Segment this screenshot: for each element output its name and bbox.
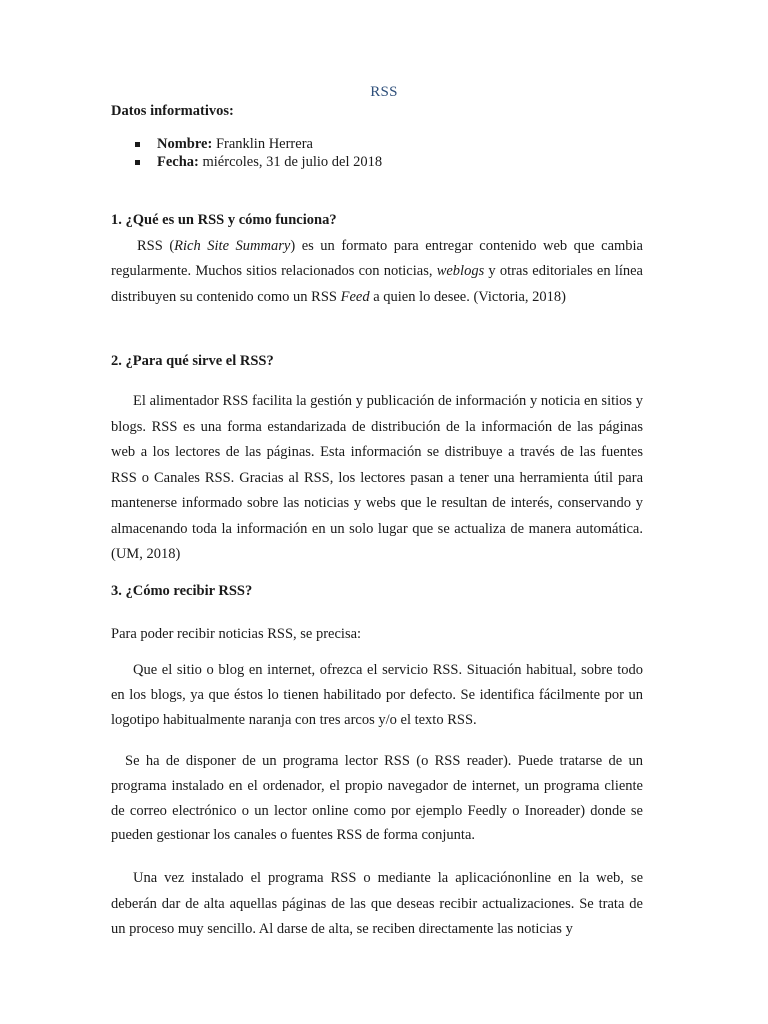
section-3-paragraph-2: Se ha de disponer de un programa lector RSS (o RSS reader). Puede tratarse de un programa instalado en el ordenador, el propio navegador de internet, un programa cliente de correo electrónico o un lector online como por ejemplo Feedly o Inoreader) donde se pueden gestionar los canales o fuentes RSS de forma conjunta.	[111, 753, 643, 844]
list-item	[111, 135, 382, 153]
info-value-date: miércoles, 31 de julio del 2018	[198, 154, 383, 170]
text-run: RSS (	[137, 238, 175, 254]
text-run-italic: weblogs	[436, 263, 485, 280]
info-heading: Datos informativos:	[111, 103, 234, 119]
section-1-heading: 1. ¿Qué es un RSS y cómo funciona?	[111, 212, 337, 228]
section-1-paragraph	[111, 234, 643, 310]
text-run: ) es un formato para entregar contenido web que cambia regularmente. Muchos sitios relacionados con noticias,	[111, 238, 643, 280]
text-run: a quien lo desee. (Victoria, 2018)	[369, 288, 567, 305]
list-item	[111, 153, 382, 171]
section-3-intro: Para poder recibir noticias RSS, se precisa:	[111, 626, 362, 642]
info-value-name: Franklin Herrera	[212, 136, 313, 152]
section-2-paragraph: El alimentador RSS facilita la gestión y publicación de información y noticia en sitios y blogs. RSS es una forma estandarizada de distribución de la información de las páginas web a los lectores de las páginas. Esta información se distribuye a través de las fuentes RSS o Canales RSS. Gracias al RSS, los lectores pasan a tener una herramienta útil para mantenerse informado sobre las noticias y webs que le resultan de interés, conservando y almacenando toda la información en un solo lugar que se actualiza de manera automática. (UM, 2018)	[111, 393, 643, 562]
text-run-italic: Rich Site Summary	[174, 238, 291, 254]
info-label-name: Nombre:	[157, 136, 213, 152]
text-run-italic: Feed	[340, 288, 370, 305]
document-title: RSS	[370, 84, 398, 100]
section-3-paragraph-1: Que el sitio o blog en internet, ofrezca el servicio RSS. Situación habitual, sobre todo en los blogs, ya que éstos lo tienen habilitado por defecto. Se identifica fácilmente por un logotipo habitualmente naranja con tres arcos y/o el texto RSS.	[111, 662, 643, 729]
section-3-heading: 3. ¿Cómo recibir RSS?	[111, 583, 253, 599]
info-list	[111, 135, 382, 171]
section-2-heading: 2. ¿Para qué sirve el RSS?	[111, 353, 274, 369]
section-3-paragraph-3: Una vez instalado el programa RSS o mediante la aplicaciónonline en la web, se deberán dar de alta aquellas páginas de las que deseas recibir actualizaciones. Se trata de un proceso muy sencillo. Al darse de alta, se reciben directamente las noticias y	[111, 870, 643, 937]
info-label-date: Fecha:	[157, 154, 199, 170]
text-run: y otras editoriales en línea distribuyen su contenido como un RSS	[111, 263, 643, 305]
